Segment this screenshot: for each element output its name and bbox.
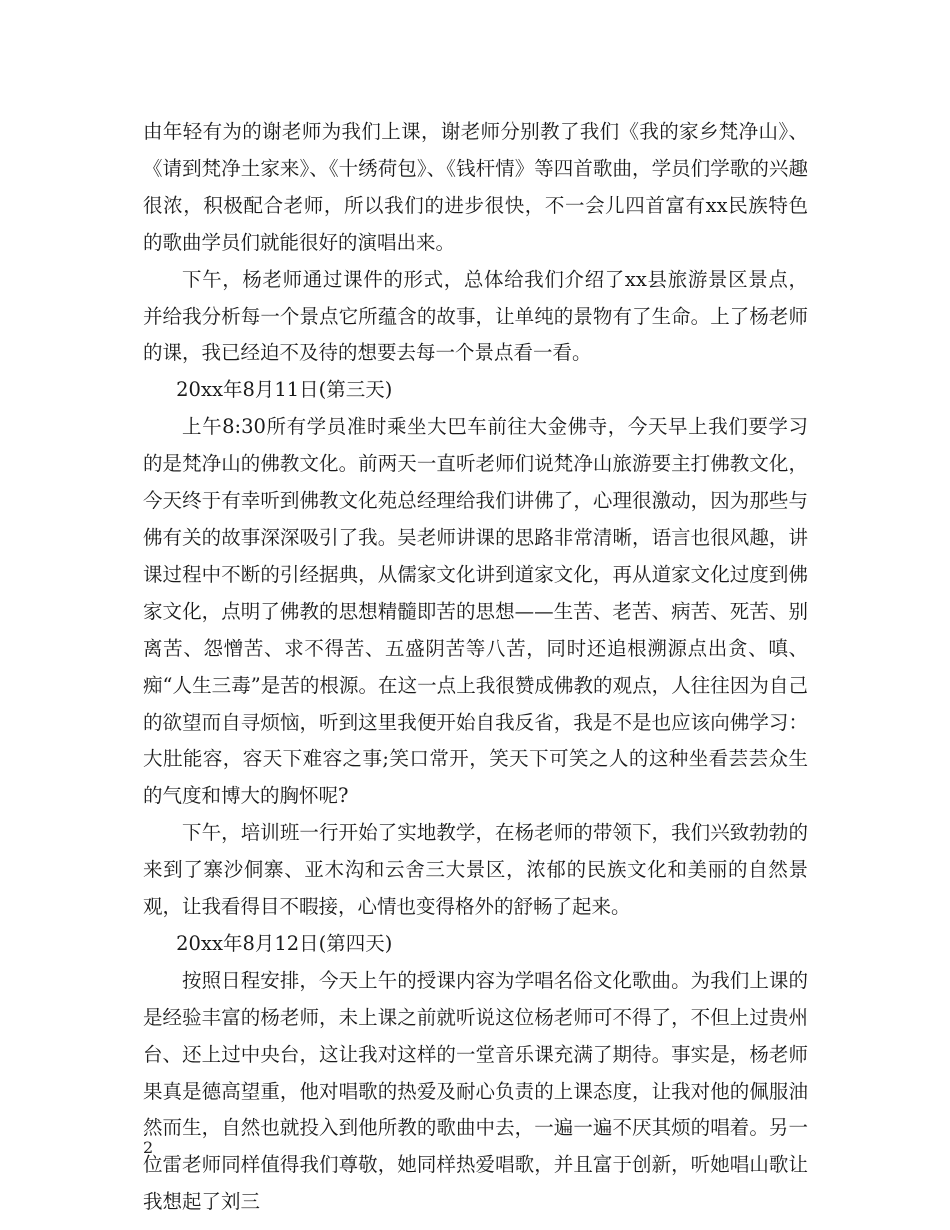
paragraph: 按照日程安排，今天上午的授课内容为学唱名俗文化歌曲。为我们上课的是经验丰富的杨老师，未上课之前就听说这位杨老师可不得了，不但上过贵州台、还上过中央台，这让我对这样的一堂音乐课充满了期待。事实是，杨老师果真是德高望重，他对唱歌的热爱及耐心负责的上课态度，让我对他的佩服油然而生，自然也就投入到他所教的歌曲中去，一遍一遍不厌其烦的唱着。另一位雷老师同样值得我们尊敬，她同样热爱唱歌，并且富于创新，听她唱山歌让我想起了刘三 [143, 968, 808, 1214]
paragraph-continuation: 由年轻有为的谢老师为我们上课，谢老师分别教了我们《我的家乡梵净山》、《请到梵净土家来》、《十绣荷包》、《钱杆情》等四首歌曲，学员们学歌的兴趣很浓，积极配合老师，所以我们的进步很快，不一会儿四首富有xx民族特色的歌曲学员们就能很好的演唱出来。 [143, 120, 808, 254]
body-text [143, 114, 808, 1221]
page-number: 2 [143, 1138, 154, 1157]
paragraph: 上午8:30所有学员准时乘坐大巴车前往大金佛寺，今天早上我们要学习的是梵净山的佛教文化。前两天一直听老师们说梵净山旅游要主打佛教文化，今天终于有幸听到佛教文化苑总经理给我们讲佛了，心理很激动，因为那些与佛有关的故事深深吸引了我。吴老师讲课的思路非常清晰，语言也很风趣，讲课过程中不断的引经据典，从儒家文化讲到道家文化，再从道家文化过度到佛家文化，点明了佛教的思想精髓即苦的思想——生苦、老苦、病苦、死苦、别离苦、怨憎苦、求不得苦、五盛阴苦等八苦，同时还追根溯源点出贪、嗔、痴“人生三毒”是苦的根源。在这一点上我很赞成佛教的观点，人往往因为自己的欲望而自寻烦恼，听到这里我便开始自我反省，我是不是也应该向佛学习：大肚能容，容天下难容之事;笑口常开，笑天下可笑之人的这种坐看芸芸众生的气度和博大的胸怀呢? [143, 415, 808, 808]
paragraph: 下午，培训班一行开始了实地教学，在杨老师的带领下，我们兴致勃勃的来到了寨沙侗寨、亚木沟和云舍三大景区，浓郁的民族文化和美丽的自然景观，让我看得目不暇接，心情也变得格外的舒畅了起来。 [143, 821, 808, 919]
paragraph: 下午，杨老师通过课件的形式，总体给我们介绍了xx县旅游景区景点，并给我分析每一个景点它所蕴含的故事，让单纯的景物有了生命。上了杨老师的课，我已经迫不及待的想要去每一个景点看一看。 [143, 267, 808, 365]
date-heading-day-three: 20xx年8月11日(第三天) [176, 378, 393, 402]
date-heading-day-four: 20xx年8月12日(第四天) [176, 931, 393, 955]
